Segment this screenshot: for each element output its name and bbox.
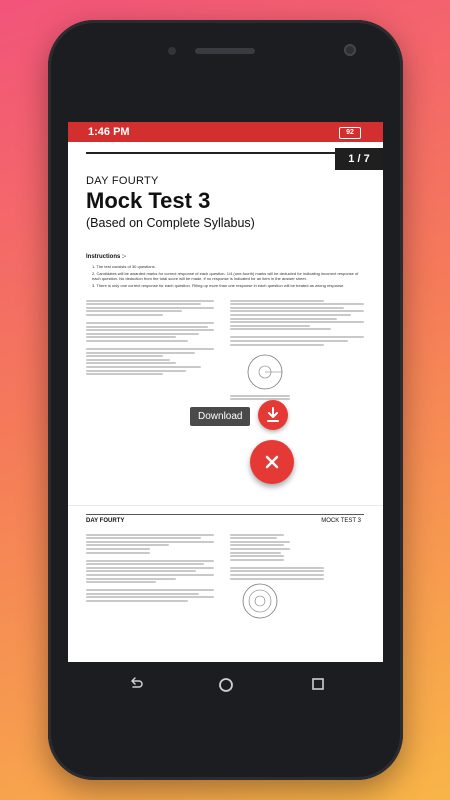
question-column-right bbox=[230, 298, 364, 402]
page-title: Mock Test 3 bbox=[86, 188, 211, 213]
instructions-heading: Instructions :- bbox=[86, 254, 126, 260]
proximity-sensor bbox=[168, 47, 176, 55]
back-icon[interactable] bbox=[128, 676, 144, 692]
download-button[interactable] bbox=[258, 400, 288, 430]
question-column-right bbox=[230, 532, 364, 623]
home-icon[interactable] bbox=[217, 676, 235, 694]
speaker-grille bbox=[195, 48, 255, 54]
page-subtitle: (Based on Complete Syllabus) bbox=[86, 216, 255, 230]
instruction-item: 3. There is only one correct response for each question. Filling up more than one response in each question will be treated as wrong response. bbox=[92, 283, 345, 288]
header-rule bbox=[86, 152, 364, 154]
question-column-left bbox=[86, 298, 214, 377]
battery-icon: 92 bbox=[339, 127, 361, 139]
recents-icon[interactable] bbox=[310, 676, 326, 692]
circle-diagram-icon bbox=[230, 352, 300, 392]
instruction-item: 2. Candidates will be awarded marks for correct response of each question. 1/4 (one-fourth) marks will be deducted for indicating incorrect response of each question. No deduction from the total score will be made, if no response is indicated for an item in the answer sheet. bbox=[92, 271, 359, 281]
concentric-sphere-diagram-icon bbox=[230, 581, 290, 621]
download-icon bbox=[258, 400, 288, 430]
page2-section-heading: DAY FOURTY bbox=[86, 518, 125, 524]
app-screen bbox=[68, 122, 383, 662]
instruction-item: 1. The test consists of 30 questions. bbox=[92, 264, 156, 269]
download-label[interactable]: Download bbox=[190, 407, 250, 426]
close-icon bbox=[250, 440, 294, 484]
android-nav-bar bbox=[68, 662, 383, 706]
pdf-page-2[interactable] bbox=[68, 506, 383, 662]
section-heading: DAY FOURTY bbox=[86, 175, 159, 187]
fab-close-button[interactable] bbox=[250, 440, 294, 484]
status-bar bbox=[68, 122, 383, 142]
pdf-page-1[interactable] bbox=[68, 142, 383, 505]
page2-header-right: MOCK TEST 3 bbox=[321, 518, 361, 524]
question-column-left bbox=[86, 532, 214, 604]
status-time: 1:46 PM bbox=[88, 126, 130, 138]
page-indicator: 1 / 7 bbox=[335, 148, 383, 170]
header-rule bbox=[86, 514, 364, 515]
front-camera bbox=[344, 44, 356, 56]
